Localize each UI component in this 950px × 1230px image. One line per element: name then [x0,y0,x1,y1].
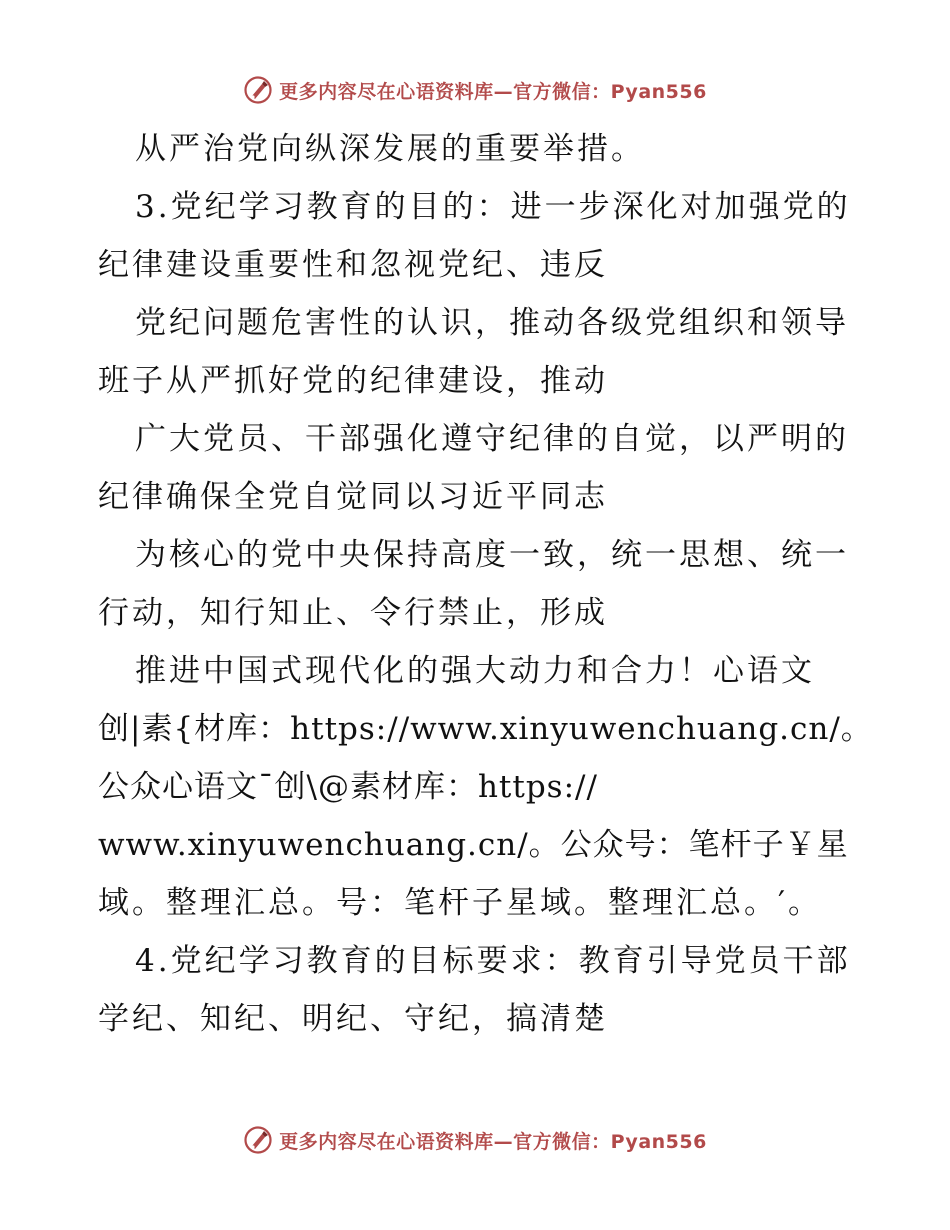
text-line: 党纪问题危害性的认识，推动各级党组织和领导 [135,305,849,341]
text-line: 班子从严抓好党的纪律建设，推动 [98,363,608,399]
document-body [98,120,873,1048]
header-banner [0,70,950,110]
text-line: www.xinyuwenchuang.cn/。公众号：笔杆子￥星 [98,827,849,863]
text-line: 公众心语文¯创\@素材库：https:// [98,769,598,805]
pen-seal-icon [243,75,273,105]
text-line: 学纪、知纪、明纪、守纪，搞清楚 [98,1001,608,1037]
banner-text: 更多内容尽在心语资料库—官方微信：Pyan556 [279,80,707,103]
text-line: 纪律确保全党自觉同以习近平同志 [98,479,608,515]
text-line: 推进中国式现代化的强大动力和合力！心语文 [135,653,815,689]
text-line: 创|素{材库：https://www.xinyuwenchuang.cn/。 [98,711,873,747]
text-line: 为核心的党中央保持高度一致，统一思想、统一 [135,537,849,573]
banner-text: 更多内容尽在心语资料库—官方微信：Pyan556 [279,1130,707,1153]
text-line: 广大党员、干部强化遵守纪律的自觉，以严明的 [135,421,849,457]
pen-seal-icon [243,1125,273,1155]
footer-banner [0,1120,950,1160]
text-line: 行动，知行知止、令行禁止，形成 [98,595,608,631]
text-line: 域。整理汇总。号：笔杆子星域。整理汇总。′。 [98,885,823,921]
text-line: 从严治党向纵深发展的重要举措。 [135,131,645,167]
text-line: 4.党纪学习教育的目标要求：教育引导党员干部 [135,943,851,979]
text-line: 纪律建设重要性和忽视党纪、违反 [98,247,608,283]
text-line: 3.党纪学习教育的目的：进一步深化对加强党的 [135,189,851,225]
